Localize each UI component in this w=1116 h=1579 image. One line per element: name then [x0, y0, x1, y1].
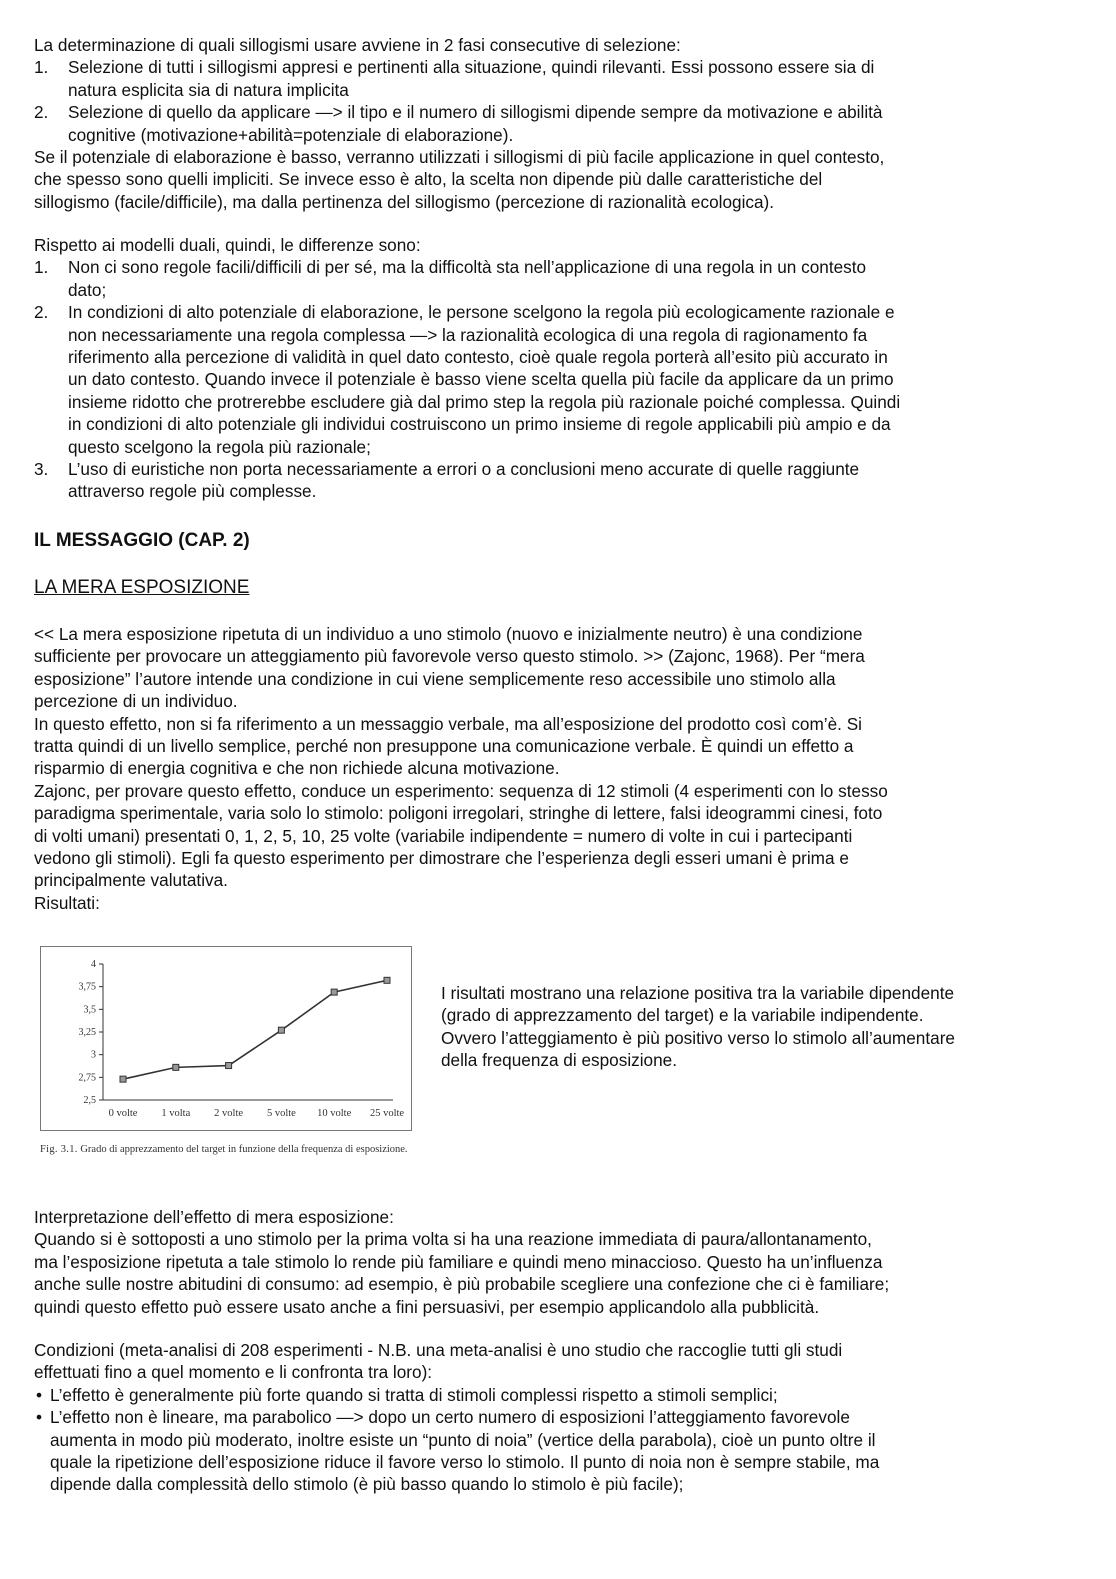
- interpretation-section: [34, 1206, 1084, 1318]
- selection-phases-list: [34, 56, 1084, 146]
- text-line: Risultati:: [34, 892, 100, 913]
- text-line: (grado di apprezzamento del target) e la variabile indipendente.: [441, 1005, 924, 1026]
- list-number: 1.: [34, 57, 49, 78]
- list-text-line: L’uso di euristiche non porta necessariamente a errori o a conclusioni meno accurate di quelle raggiunte: [68, 459, 860, 480]
- x-tick-label: 5 volte: [266, 1108, 296, 1119]
- conditions-intro: [34, 1339, 1084, 1384]
- data-point: [384, 977, 390, 983]
- list-text-line: dipende dalla complessità dello stimolo (è più basso quando lo stimolo è più facile);: [50, 1474, 684, 1495]
- text-line: In questo effetto, non si fa riferimento a un messaggio verbale, ma all’esposizione del prodotto così com’è. Si: [34, 713, 863, 734]
- y-tick-label: 3,5: [83, 1004, 96, 1016]
- text-line: Interpretazione dell’effetto di mera esposizione:: [34, 1207, 394, 1227]
- text-line: vedono gli stimoli). Egli fa questo esperimento per dimostrare che l’esperienza degli esseri umani è prima e: [34, 848, 849, 869]
- list-text-line: cognitive (motivazione+abilità=potenziale di elaborazione).: [68, 124, 514, 145]
- mera-esposizione-text: [34, 623, 1084, 914]
- text-line: della frequenza di esposizione.: [441, 1050, 678, 1071]
- text-line: I risultati mostrano una relazione positiva tra la variabile dipendente: [441, 983, 955, 1003]
- list-text-line: attraverso regole più complesse.: [68, 481, 317, 502]
- y-tick-label: 2,75: [78, 1072, 96, 1084]
- list-number: 1.: [34, 257, 49, 278]
- list-text-line: riferimento alla percezione di validità in quel dato contesto, cioè quale regola porterà all’esito più accurato in: [68, 347, 888, 368]
- conditions-section: [34, 1339, 1084, 1496]
- text-line: esposizione” l’autore intende una condizione in cui viene semplicemente reso accessibile uno stimolo alla: [34, 668, 836, 689]
- data-point: [226, 1063, 232, 1069]
- data-point: [331, 989, 337, 995]
- line-chart: [41, 947, 411, 1130]
- list-text-line: dato;: [68, 279, 107, 300]
- y-tick-label: 2,5: [83, 1095, 96, 1106]
- text-line: di volti umani) presentati 0, 1, 2, 5, 10, 25 volte (variabile indipendente = numero di volte in cui i partecipanti: [34, 825, 853, 846]
- section-subtitle: LA MERA ESPOSIZIONE: [34, 577, 250, 598]
- list-text-line: insieme ridotto che protrerebbe escludere già dal primo step la regola più razionale poiché complessa. Quindi: [68, 391, 901, 412]
- differences-section: [34, 234, 1084, 503]
- text-line: sufficiente per provocare un atteggiamento più favorevole verso questo stimolo. >> (Zajonc, 1968). Per “mera: [34, 646, 865, 667]
- y-tick-label: 3,25: [78, 1027, 96, 1038]
- list-item: [34, 56, 1084, 101]
- list-number: 3.: [34, 459, 49, 480]
- chart-frame: [40, 946, 412, 1131]
- y-tick-label: 4: [91, 959, 96, 970]
- caption-label: Fig. 3.1.: [40, 1144, 78, 1155]
- list-text-line: L’effetto non è lineare, ma parabolico —> dopo un certo numero di esposizioni l’atteggiamento favorevole: [50, 1407, 850, 1428]
- list-number: 2.: [34, 102, 49, 123]
- text-line: sillogismo (facile/difficile), ma dalla pertinenza del sillogismo (percezione di razionalità ecologica).: [34, 191, 775, 212]
- list-number: 2.: [34, 302, 49, 323]
- list-text-line: L’effetto è generalmente più forte quando si tratta di stimoli complessi rispetto a stimoli semplici;: [50, 1384, 778, 1405]
- chart-caption: [40, 1144, 412, 1156]
- text-line: Se il potenziale di elaborazione è basso, verranno utilizzati i sillogismi di più facile applicazione in quel contesto,: [34, 147, 885, 168]
- list-text-line: Non ci sono regole facili/difficili di per sé, ma la difficoltà sta nell’applicazione di una regola in un contesto: [68, 257, 867, 278]
- list-item: [34, 458, 1084, 503]
- differences-list: [34, 256, 1084, 502]
- data-point: [173, 1064, 179, 1070]
- bullet-glyph: •: [36, 1407, 43, 1428]
- chart-description: [441, 982, 1081, 1072]
- text-line: Quando si è sottoposti a uno stimolo per la prima volta si ha una reazione immediata di paura/allontanamento,: [34, 1229, 872, 1250]
- text-line: Ovvero l’atteggiamento è più positivo verso lo stimolo all’aumentare: [441, 1027, 955, 1048]
- text-line: Condizioni (meta-analisi di 208 esperimenti - N.B. una meta-analisi è uno studio che raccoglie tutti gli studi: [34, 1340, 843, 1360]
- text-line: percezione di un individuo.: [34, 691, 238, 712]
- list-item: [34, 101, 1084, 146]
- text-line: risparmio di energia cognitiva e che non richiede alcuna motivazione.: [34, 758, 560, 779]
- text-line: anche sulle nostre abitudini di consumo: ad esempio, è più probabile scegliere una confezione che ci è familiare;: [34, 1274, 890, 1295]
- text-line: ma l’esposizione ripetuta a tale stimolo lo rende più familiare e quindi meno minaccioso. Questo ha un’influenza: [34, 1251, 883, 1272]
- list-item: [34, 256, 1084, 301]
- text-line: Zajonc, per provare questo effetto, conduce un esperimento: sequenza di 12 stimoli (4 esperimenti con lo stesso: [34, 780, 888, 801]
- list-text-line: Selezione di tutti i sillogismi appresi e pertinenti alla situazione, quindi rilevanti. Essi possono essere sia di: [68, 57, 875, 78]
- list-text-line: questo scelgono la regola più razionale;: [68, 436, 371, 457]
- list-text-line: In condizioni di alto potenziale di elaborazione, le persone scelgono la regola più ecologicamente razionale e: [68, 302, 895, 323]
- x-tick-label: 10 volte: [317, 1108, 352, 1119]
- series-line: [123, 980, 387, 1079]
- text-line: effettuati fino a quel momento e li confronta tra loro):: [34, 1362, 433, 1383]
- data-point: [278, 1027, 284, 1033]
- x-tick-label: 1 volta: [161, 1108, 191, 1119]
- conditions-list: [34, 1384, 1084, 1496]
- x-tick-label: 0 volte: [108, 1108, 138, 1119]
- list-item: [34, 301, 1084, 458]
- differences-intro: Rispetto ai modelli duali, quindi, le differenze sono:: [34, 235, 421, 255]
- list-text-line: un dato contesto. Quando invece il potenziale è basso viene scelta quella più facile da applicare da un primo: [68, 369, 894, 390]
- y-tick-label: 3: [91, 1049, 96, 1061]
- text-line: tratta quindi di un livello semplice, perché non presuppone una comunicazione verbale. È quindi un effetto a: [34, 736, 854, 757]
- list-text-line: natura esplicita sia di natura implicita: [68, 79, 349, 100]
- list-text-line: non necessariamente una regola complessa —> la razionalità ecologica di una regola di ragionamento fa: [68, 324, 868, 345]
- bullet-item: [34, 1406, 1084, 1496]
- text-line: che spesso sono quelli impliciti. Se invece esso è alto, la scelta non dipende più dalle caratteristiche del: [34, 169, 823, 190]
- bullet-item: [34, 1384, 1084, 1406]
- data-point: [120, 1076, 126, 1082]
- list-text-line: aumenta in modo più moderato, inoltre esiste un “punto di noia” (vertice della parabola), cioè un punto oltre il: [50, 1429, 876, 1450]
- x-tick-label: 25 volte: [369, 1108, 405, 1119]
- text-line: paradigma sperimentale, varia solo lo stimolo: poligoni irregolari, stringhe di lettere, falsi ideogrammi cinesi, foto: [34, 803, 883, 824]
- bullet-glyph: •: [36, 1384, 43, 1405]
- list-text-line: Selezione di quello da applicare —> il tipo e il numero di sillogismi dipende sempre da motivazione e abilità: [68, 102, 883, 123]
- list-text-line: in condizioni di alto potenziale gli individui costruiscono un primo insieme di regole applicabili più ampio e da: [68, 414, 891, 435]
- intro-paragraph: La determinazione di quali sillogismi usare avviene in 2 fasi consecutive di selezione:: [34, 35, 681, 55]
- text-line: << La mera esposizione ripetuta di un individuo a uno stimolo (nuovo e inizialmente neutro) è una condizione: [34, 624, 863, 644]
- list-text-line: quale la ripetizione dell’esposizione riduce il favore verso lo stimolo. Il punto di noia non è sempre stabile, ma: [50, 1452, 880, 1473]
- section-title: IL MESSAGGIO (CAP. 2): [34, 530, 250, 551]
- x-tick-label: 2 volte: [214, 1108, 244, 1119]
- intro-section: [34, 34, 1084, 213]
- caption-text: Grado di apprezzamento del target in funzione della frequenza di esposizione.: [80, 1144, 408, 1155]
- text-line: principalmente valutativa.: [34, 870, 228, 891]
- y-tick-label: 3,75: [78, 981, 96, 993]
- text-line: quindi questo effetto può essere usato anche a fini persuasivi, per esempio applicandolo alla pubblicità.: [34, 1296, 820, 1317]
